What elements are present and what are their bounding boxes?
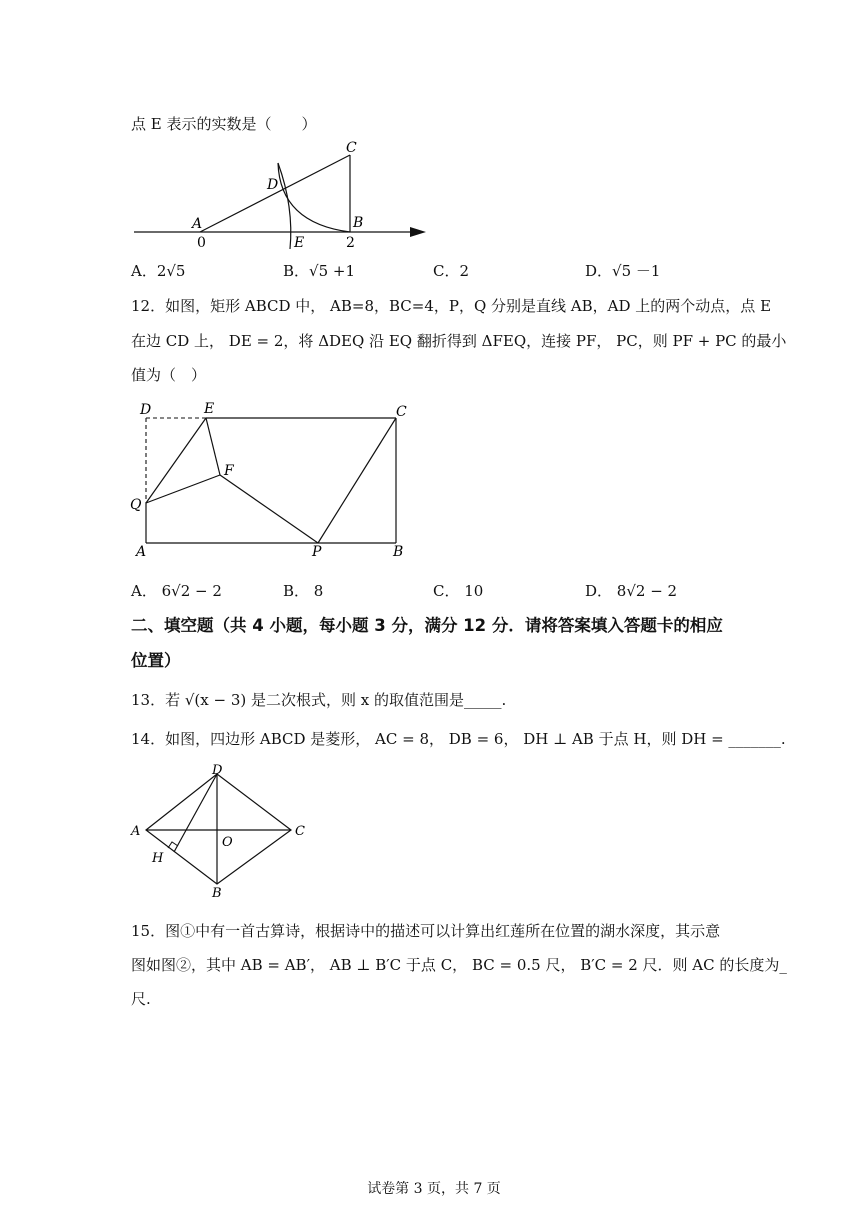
q11-label-C: C <box>346 140 357 156</box>
q11-option-b: B．√5 +1 <box>283 262 356 280</box>
q12-option-b: B． 8 <box>283 582 324 600</box>
q12-option-d: D． 8√2 − 2 <box>585 582 678 600</box>
q11-option-a: A．2√5 <box>131 262 186 280</box>
q12-label-A: A <box>136 544 147 560</box>
q11-figure <box>130 135 430 255</box>
q14-label-H: H <box>152 851 164 866</box>
q11-stem-tail: 点 E 表示的实数是（ ） <box>131 115 317 133</box>
q12-label-B: B <box>393 544 404 560</box>
q11-label-two: 2 <box>346 235 355 251</box>
q15-line-2: 图如图②，其中 AB = AB′， AB ⊥ B′C 于点 C， BC = 0.5 尺， B′C = 2 尺．则 AC 的长度为_ <box>131 956 787 974</box>
q12-label-E: E <box>204 401 215 417</box>
section-2-heading-line-1: 二、填空题（共 4 小题，每小题 3 分，满分 12 分．请将答案填入答题卡的相应 <box>131 616 723 635</box>
q11-option-d: D．√5 －1 <box>585 262 661 280</box>
q14-text: 14．如图，四边形 ABCD 是菱形， AC = 8， DB = 6， DH ⊥ AB 于点 H，则 DH = _______. <box>131 730 786 748</box>
q14-label-A: A <box>131 824 141 839</box>
q12-line-1: 12．如图，矩形 ABCD 中， AB=8，BC=4，P，Q 分别是直线 AB，AD 上的两个动点，点 E <box>131 297 772 315</box>
q11-label-A: A <box>192 216 203 232</box>
q13-text: 13．若 √(x − 3) 是二次根式，则 x 的取值范围是_____. <box>131 691 507 709</box>
q11-label-E: E <box>294 235 305 251</box>
q11-option-c: C．2 <box>433 262 470 280</box>
q12-label-F: F <box>224 463 234 479</box>
q11-label-B: B <box>353 215 364 231</box>
q15-line-3: 尺. <box>131 990 151 1008</box>
q14-label-O: O <box>222 835 233 850</box>
q12-option-c: C． 10 <box>433 582 484 600</box>
q14-label-B: B <box>212 886 222 901</box>
q12-label-D: D <box>140 402 152 418</box>
q12-figure <box>128 398 418 560</box>
page-footer: 试卷第 3 页，共 7 页 <box>367 1181 501 1197</box>
q12-label-P: P <box>312 544 322 560</box>
section-2-heading-line-2: 位置） <box>131 651 181 670</box>
q14-figure <box>128 762 318 902</box>
q14-label-C: C <box>295 824 305 839</box>
q15-line-1: 15．图①中有一首古算诗，根据诗中的描述可以计算出红莲所在位置的湖水深度，其示意 <box>131 922 721 940</box>
q12-line-2: 在边 CD 上， DE = 2，将 ΔDEQ 沿 EQ 翻折得到 ΔFEQ，连接 PF， PC，则 PF + PC 的最小 <box>131 332 787 350</box>
q12-line-3: 值为（ ） <box>131 366 207 384</box>
q12-label-C: C <box>396 404 407 420</box>
q14-label-D: D <box>212 763 223 778</box>
q11-label-D: D <box>267 177 279 193</box>
q12-label-Q: Q <box>130 497 142 513</box>
q11-label-zero: 0 <box>197 235 206 251</box>
q12-option-a: A． 6√2 − 2 <box>131 582 222 600</box>
